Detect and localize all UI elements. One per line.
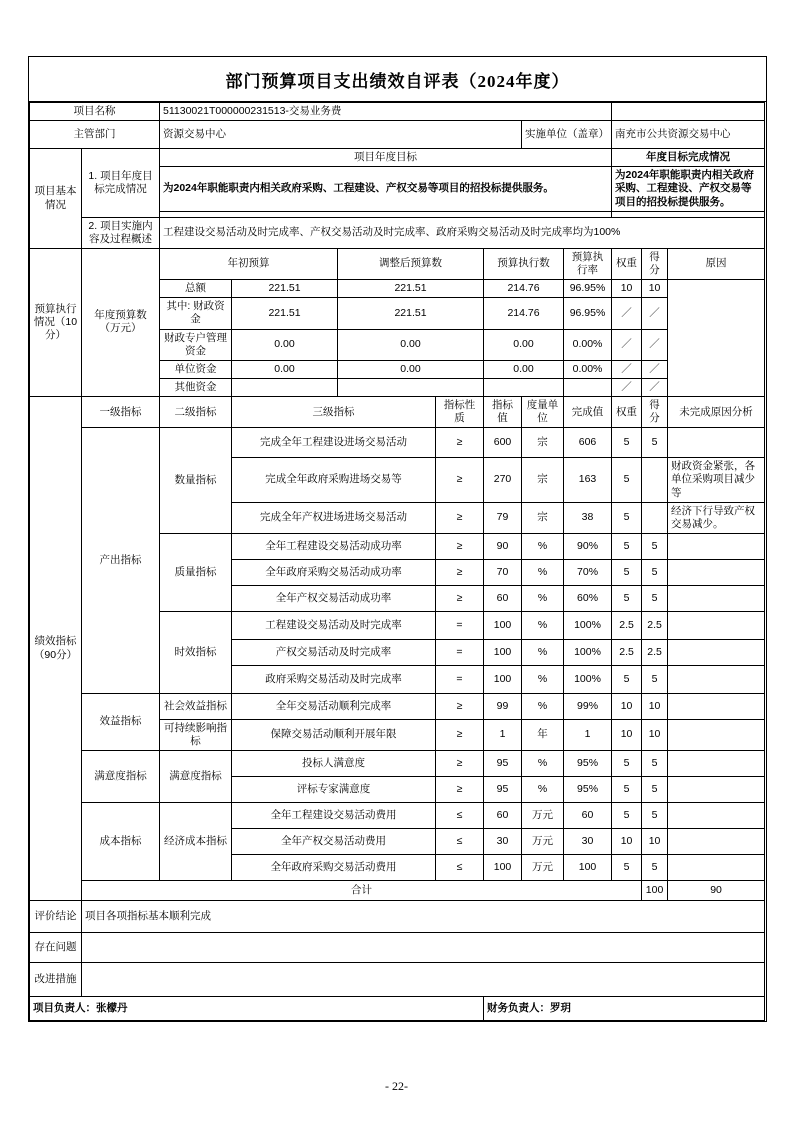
table-row-total xyxy=(30,881,765,901)
budget-row-score: ／ xyxy=(642,360,668,378)
perf-nature: ≥ xyxy=(436,719,484,750)
budget-row-executed: 0.00 xyxy=(484,360,564,378)
budget-row-rate: 96.95% xyxy=(564,298,612,329)
perf-nature: ≤ xyxy=(436,855,484,881)
perf-target: 100 xyxy=(484,611,522,639)
basic-item2-label: 2. 项目实施内容及过程概述 xyxy=(82,217,160,248)
budget-header-rate: 预算执行率 xyxy=(564,248,612,279)
perf-actual: 100 xyxy=(564,855,612,881)
perf-level2-timeliness: 时效指标 xyxy=(160,611,232,693)
perf-reason xyxy=(668,665,765,693)
perf-reason: 经济下行导致产权交易减少。 xyxy=(668,502,765,533)
perf-level3: 完成全年工程建设进场交易活动 xyxy=(232,428,436,458)
budget-row-initial xyxy=(232,378,338,396)
project-name-label: 项目名称 xyxy=(30,103,160,121)
budget-row-initial: 221.51 xyxy=(232,298,338,329)
main-form-table xyxy=(29,102,765,1021)
perf-target: 60 xyxy=(484,585,522,611)
perf-score xyxy=(642,458,668,502)
perf-weight: 5 xyxy=(612,585,642,611)
perf-target: 79 xyxy=(484,502,522,533)
page-title: 部门预算项目支出绩效自评表（2024年度） xyxy=(225,72,570,91)
conclusion-label: 评价结论 xyxy=(30,901,82,933)
budget-row-score: ／ xyxy=(642,329,668,360)
budget-row-name: 总额 xyxy=(160,280,232,298)
perf-header-actual: 完成值 xyxy=(564,397,612,428)
perf-unit: % xyxy=(522,559,564,585)
perf-nature: = xyxy=(436,611,484,639)
annual-goal-text: 为2024年职能职责内相关政府采购、工程建设、产权交易等项目的招投标提供服务。 xyxy=(160,167,612,211)
budget-row-adjusted xyxy=(338,378,484,396)
improvements-label: 改进措施 xyxy=(30,963,82,997)
perf-header-level2: 二级指标 xyxy=(160,397,232,428)
table-row-department xyxy=(30,121,765,149)
perf-target: 99 xyxy=(484,693,522,719)
perf-target: 100 xyxy=(484,665,522,693)
perf-reason xyxy=(668,428,765,458)
perf-unit: % xyxy=(522,665,564,693)
perf-nature: ≥ xyxy=(436,458,484,502)
problems-label: 存在问题 xyxy=(30,933,82,963)
improvements-value xyxy=(82,963,765,997)
perf-reason xyxy=(668,751,765,777)
perf-target: 100 xyxy=(484,639,522,665)
perf-unit: % xyxy=(522,751,564,777)
perf-header-nature: 指标性质 xyxy=(436,397,484,428)
finance-leader: 财务负责人：罗玥 xyxy=(484,997,765,1021)
perf-reason xyxy=(668,719,765,750)
dept-value: 资源交易中心 xyxy=(160,121,522,149)
perf-level3: 全年工程建设交易活动成功率 xyxy=(232,533,436,559)
perf-score: 10 xyxy=(642,693,668,719)
perf-level2-economic-cost: 经济成本指标 xyxy=(160,803,232,881)
perf-level3: 保障交易活动顺利开展年限 xyxy=(232,719,436,750)
perf-actual: 60% xyxy=(564,585,612,611)
perf-score: 5 xyxy=(642,585,668,611)
perf-score: 5 xyxy=(642,855,668,881)
perf-target: 70 xyxy=(484,559,522,585)
perf-weight: 5 xyxy=(612,751,642,777)
perf-reason xyxy=(668,693,765,719)
perf-nature: ≥ xyxy=(436,428,484,458)
perf-level3: 全年工程建设交易活动费用 xyxy=(232,803,436,829)
basic-info-row-label: 项目基本情况 xyxy=(30,149,82,249)
perf-reason xyxy=(668,803,765,829)
table-row-perf-indicator xyxy=(30,693,765,719)
perf-weight: 5 xyxy=(612,559,642,585)
perf-score: 5 xyxy=(642,751,668,777)
perf-level3: 工程建设交易活动及时完成率 xyxy=(232,611,436,639)
unit-label: 实施单位（盖章） xyxy=(522,121,612,149)
perf-level2-satisfaction: 满意度指标 xyxy=(160,751,232,803)
perf-weight: 10 xyxy=(612,719,642,750)
total-label: 合计 xyxy=(82,881,642,901)
perf-reason xyxy=(668,777,765,803)
perf-reason xyxy=(668,533,765,559)
perf-target: 1 xyxy=(484,719,522,750)
perf-header-score: 得分 xyxy=(642,397,668,428)
perf-actual: 70% xyxy=(564,559,612,585)
budget-row-executed: 0.00 xyxy=(484,329,564,360)
perf-actual: 99% xyxy=(564,693,612,719)
perf-level1-benefit: 效益指标 xyxy=(82,693,160,750)
perf-weight: 5 xyxy=(612,458,642,502)
perf-level1-satisfaction: 满意度指标 xyxy=(82,751,160,803)
perf-actual: 60 xyxy=(564,803,612,829)
budget-row-name: 其中: 财政资金 xyxy=(160,298,232,329)
budget-row-score: ／ xyxy=(642,298,668,329)
perf-weight: 5 xyxy=(612,665,642,693)
budget-row-executed: 214.76 xyxy=(484,298,564,329)
project-name-value: 51130021T000000231513-交易业务费 xyxy=(160,103,612,121)
perf-unit: 宗 xyxy=(522,428,564,458)
perf-score: 5 xyxy=(642,533,668,559)
project-leader: 项目负责人：张檬丹 xyxy=(30,997,484,1021)
perf-level3: 全年交易活动顺利完成率 xyxy=(232,693,436,719)
perf-level1-output: 产出指标 xyxy=(82,428,160,694)
perf-header-target: 指标值 xyxy=(484,397,522,428)
perf-actual: 95% xyxy=(564,777,612,803)
perf-target: 600 xyxy=(484,428,522,458)
perf-weight: 5 xyxy=(612,803,642,829)
perf-target: 95 xyxy=(484,751,522,777)
perf-nature: ≤ xyxy=(436,829,484,855)
budget-header-executed: 预算执行数 xyxy=(484,248,564,279)
table-row-conclusion xyxy=(30,901,765,933)
perf-header-reason: 未完成原因分析 xyxy=(668,397,765,428)
perf-unit: 年 xyxy=(522,719,564,750)
perf-unit: 宗 xyxy=(522,502,564,533)
project-name-blank xyxy=(612,103,765,121)
perf-level3: 完成全年产权进场进场交易活动 xyxy=(232,502,436,533)
perf-level2-quantity: 数量指标 xyxy=(160,428,232,534)
budget-row-weight: ／ xyxy=(612,298,642,329)
perf-level3: 评标专家满意度 xyxy=(232,777,436,803)
perf-unit: 万元 xyxy=(522,855,564,881)
annual-goal-header: 项目年度目标 xyxy=(160,149,612,167)
perf-level3: 投标人满意度 xyxy=(232,751,436,777)
perf-weight: 5 xyxy=(612,502,642,533)
basic-item2-text: 工程建设交易活动及时完成率、产权交易活动及时完成率、政府采购交易活动及时完成率均为100% xyxy=(160,217,765,248)
perf-header-level3: 三级指标 xyxy=(232,397,436,428)
perf-actual: 100% xyxy=(564,639,612,665)
perf-score: 2.5 xyxy=(642,611,668,639)
budget-row-adjusted: 0.00 xyxy=(338,360,484,378)
table-row-basic-item2 xyxy=(30,217,765,248)
perf-reason: 财政资金紧张，各单位采购项目减少等 xyxy=(668,458,765,502)
perf-unit: 万元 xyxy=(522,829,564,855)
perf-nature: ≥ xyxy=(436,693,484,719)
table-row-problems xyxy=(30,933,765,963)
conclusion-value: 项目各项指标基本顺利完成 xyxy=(82,901,765,933)
perf-level3: 全年产权交易活动费用 xyxy=(232,829,436,855)
perf-level3: 全年产权交易活动成功率 xyxy=(232,585,436,611)
perf-unit: % xyxy=(522,639,564,665)
problems-value xyxy=(82,933,765,963)
perf-actual: 100% xyxy=(564,611,612,639)
table-row-basic-header xyxy=(30,149,765,167)
unit-value: 南充市公共资源交易中心 xyxy=(612,121,765,149)
perf-actual: 95% xyxy=(564,751,612,777)
budget-row-label: 预算执行情况（10分） xyxy=(30,248,82,396)
annual-result-text: 为2024年职能职责内相关政府采购、工程建设、产权交易等项目的招投标提供服务。 xyxy=(612,167,765,211)
budget-row-name: 单位资金 xyxy=(160,360,232,378)
budget-row-rate: 0.00% xyxy=(564,329,612,360)
perf-level3: 完成全年政府采购进场交易等 xyxy=(232,458,436,502)
perf-weight: 2.5 xyxy=(612,639,642,665)
dept-label: 主管部门 xyxy=(30,121,160,149)
perf-header-level1: 一级指标 xyxy=(82,397,160,428)
total-weight: 100 xyxy=(642,881,668,901)
perf-score: 10 xyxy=(642,719,668,750)
perf-actual: 38 xyxy=(564,502,612,533)
perf-unit: % xyxy=(522,585,564,611)
budget-row-executed: 214.76 xyxy=(484,280,564,298)
perf-score: 2.5 xyxy=(642,639,668,665)
perf-actual: 1 xyxy=(564,719,612,750)
total-score: 90 xyxy=(668,881,765,901)
perf-unit: % xyxy=(522,533,564,559)
budget-row-rate: 96.95% xyxy=(564,280,612,298)
perf-weight: 10 xyxy=(612,693,642,719)
perf-weight: 2.5 xyxy=(612,611,642,639)
perf-reason xyxy=(668,829,765,855)
table-row-perf-indicator xyxy=(30,751,765,777)
perf-target: 100 xyxy=(484,855,522,881)
perf-level3: 全年政府采购交易活动费用 xyxy=(232,855,436,881)
perf-target: 90 xyxy=(484,533,522,559)
budget-row-score: ／ xyxy=(642,378,668,396)
perf-score: 5 xyxy=(642,665,668,693)
annual-result-header: 年度目标完成情况 xyxy=(612,149,765,167)
budget-row-adjusted: 221.51 xyxy=(338,298,484,329)
budget-header-adjusted: 调整后预算数 xyxy=(338,248,484,279)
perf-row-label: 绩效指标（90分） xyxy=(30,397,82,901)
perf-score: 5 xyxy=(642,559,668,585)
perf-nature: = xyxy=(436,639,484,665)
perf-reason xyxy=(668,559,765,585)
perf-unit: 万元 xyxy=(522,803,564,829)
table-row-perf-indicator xyxy=(30,803,765,829)
perf-nature: ≥ xyxy=(436,559,484,585)
perf-nature: ≥ xyxy=(436,751,484,777)
perf-reason xyxy=(668,639,765,665)
perf-nature: ≤ xyxy=(436,803,484,829)
perf-level2-sustainable: 可持续影响指标 xyxy=(160,719,232,750)
perf-weight: 5 xyxy=(612,777,642,803)
basic-item1-label: 1. 项目年度目标完成情况 xyxy=(82,149,160,218)
perf-unit: % xyxy=(522,777,564,803)
perf-weight: 5 xyxy=(612,855,642,881)
perf-unit: 宗 xyxy=(522,458,564,502)
budget-header-initial: 年初预算 xyxy=(160,248,338,279)
perf-score: 5 xyxy=(642,777,668,803)
perf-nature: = xyxy=(436,665,484,693)
perf-nature: ≥ xyxy=(436,533,484,559)
budget-row-executed xyxy=(484,378,564,396)
perf-score xyxy=(642,502,668,533)
page-number: - 22- xyxy=(385,1079,408,1093)
perf-actual: 100% xyxy=(564,665,612,693)
perf-level3: 全年政府采购交易活动成功率 xyxy=(232,559,436,585)
budget-header-reason: 原因 xyxy=(668,248,765,279)
budget-col-label: 年度预算数（万元） xyxy=(82,248,160,396)
perf-unit: % xyxy=(522,611,564,639)
perf-level2-social: 社会效益指标 xyxy=(160,693,232,719)
budget-row-weight: ／ xyxy=(612,360,642,378)
perf-target: 95 xyxy=(484,777,522,803)
budget-row-rate: 0.00% xyxy=(564,360,612,378)
budget-row-initial: 0.00 xyxy=(232,329,338,360)
budget-row-reason xyxy=(668,280,765,397)
perf-header-weight: 权重 xyxy=(612,397,642,428)
table-row-budget-header xyxy=(30,248,765,279)
budget-row-name: 其他资金 xyxy=(160,378,232,396)
perf-reason xyxy=(668,585,765,611)
budget-header-weight: 权重 xyxy=(612,248,642,279)
perf-actual: 606 xyxy=(564,428,612,458)
perf-actual: 90% xyxy=(564,533,612,559)
title-bar xyxy=(29,57,766,102)
perf-unit: % xyxy=(522,693,564,719)
form-outer-border xyxy=(28,56,767,1022)
perf-weight: 5 xyxy=(612,428,642,458)
table-row-signoff xyxy=(30,997,765,1021)
perf-header-unit: 度量单位 xyxy=(522,397,564,428)
table-row-improvements xyxy=(30,963,765,997)
perf-nature: ≥ xyxy=(436,777,484,803)
perf-nature: ≥ xyxy=(436,502,484,533)
budget-header-score: 得分 xyxy=(642,248,668,279)
perf-score: 10 xyxy=(642,829,668,855)
budget-row-name: 财政专户管理资金 xyxy=(160,329,232,360)
perf-level1-cost: 成本指标 xyxy=(82,803,160,881)
budget-row-weight: ／ xyxy=(612,329,642,360)
perf-target: 270 xyxy=(484,458,522,502)
perf-weight: 5 xyxy=(612,533,642,559)
perf-weight: 10 xyxy=(612,829,642,855)
table-row-project-name xyxy=(30,103,765,121)
table-row-perf-header xyxy=(30,397,765,428)
perf-target: 60 xyxy=(484,803,522,829)
budget-row-adjusted: 0.00 xyxy=(338,329,484,360)
perf-score: 5 xyxy=(642,803,668,829)
budget-row-weight: 10 xyxy=(612,280,642,298)
budget-row-adjusted: 221.51 xyxy=(338,280,484,298)
perf-actual: 30 xyxy=(564,829,612,855)
perf-reason xyxy=(668,855,765,881)
perf-reason xyxy=(668,611,765,639)
perf-target: 30 xyxy=(484,829,522,855)
budget-row-rate xyxy=(564,378,612,396)
perf-actual: 163 xyxy=(564,458,612,502)
perf-score: 5 xyxy=(642,428,668,458)
budget-row-weight: ／ xyxy=(612,378,642,396)
budget-row-initial: 0.00 xyxy=(232,360,338,378)
table-row-perf-indicator xyxy=(30,428,765,458)
perf-level3: 政府采购交易活动及时完成率 xyxy=(232,665,436,693)
budget-row-score: 10 xyxy=(642,280,668,298)
perf-nature: ≥ xyxy=(436,585,484,611)
perf-level3: 产权交易活动及时完成率 xyxy=(232,639,436,665)
perf-level2-quality: 质量指标 xyxy=(160,533,232,611)
budget-row-initial: 221.51 xyxy=(232,280,338,298)
